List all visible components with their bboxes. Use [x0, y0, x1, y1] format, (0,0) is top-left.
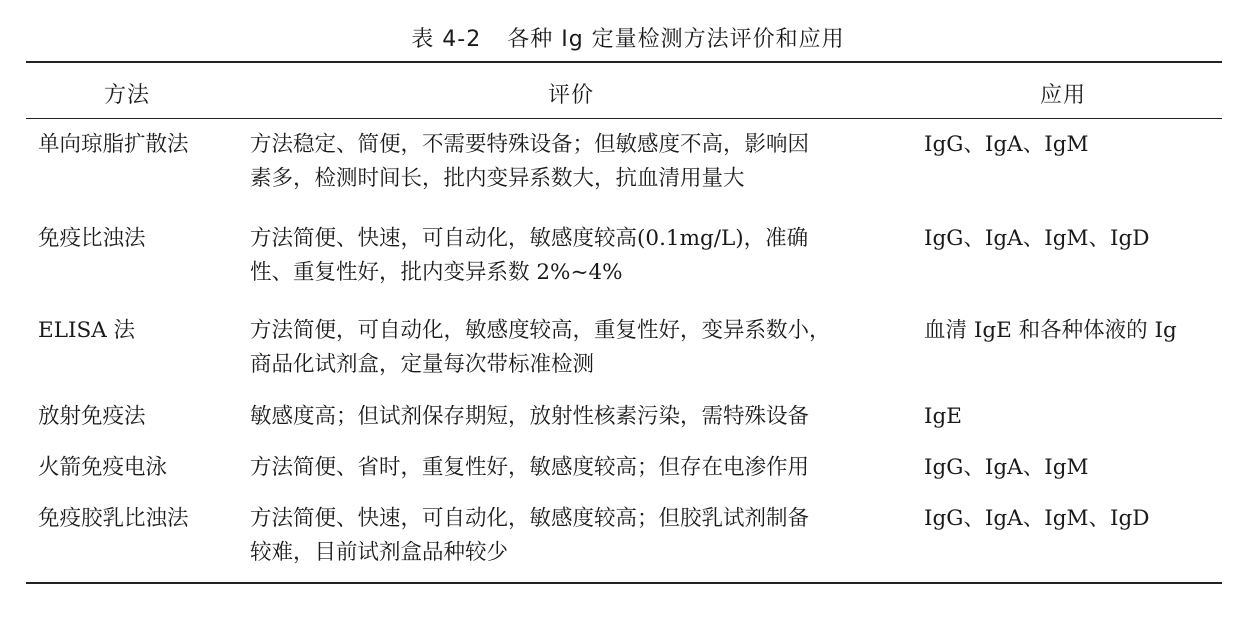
method-cell: ELISA 法	[38, 318, 136, 343]
evaluation-line: 方法简便，可自动化，敏感度较高，重复性好，变异系数小，	[250, 318, 831, 343]
evaluation-cell	[250, 128, 910, 196]
application-cell: IgE	[924, 404, 962, 429]
evaluation-cell	[250, 502, 910, 570]
evaluation-line: 方法简便、省时，重复性好，敏感度较高；但存在电渗作用	[250, 455, 810, 480]
method-cell: 火箭免疫电泳	[38, 455, 168, 480]
application-cell: IgG、IgA、IgM	[924, 132, 1089, 157]
header-rule	[26, 118, 1222, 119]
evaluation-line: 方法简便、快速，可自动化，敏感度较高(0.1mg/L)，准确	[250, 226, 809, 251]
application-cell: IgG、IgA、IgM	[924, 455, 1089, 480]
top-rule	[26, 61, 1222, 63]
application-cell: IgG、IgA、IgM、IgD	[924, 226, 1150, 251]
evaluation-line: 方法简便、快速，可自动化，敏感度较高；但胶乳试剂制备	[250, 506, 810, 531]
method-cell: 免疫胶乳比浊法	[38, 506, 189, 531]
evaluation-cell	[250, 314, 910, 382]
evaluation-line: 商品化试剂盒，定量每次带标准检测	[250, 352, 595, 377]
evaluation-line: 性、重复性好，批内变异系数 2%~4%	[250, 260, 623, 285]
table-title: 各种 Ig 定量检测方法评价和应用	[507, 27, 845, 52]
evaluation-cell	[250, 451, 910, 485]
application-cell: IgG、IgA、IgM、IgD	[924, 506, 1150, 531]
evaluation-line: 素多，检测时间长，批内变异系数大，抗血清用量大	[250, 166, 745, 191]
method-cell: 单向琼脂扩散法	[38, 132, 189, 157]
evaluation-line: 敏感度高；但试剂保存期短，放射性核素污染，需特殊设备	[250, 404, 810, 429]
table-caption	[0, 22, 1256, 53]
method-cell: 放射免疫法	[38, 404, 146, 429]
table-number: 表 4-2	[411, 27, 482, 52]
evaluation-cell	[250, 222, 910, 290]
header-application: 应用	[1040, 83, 1087, 108]
evaluation-cell	[250, 400, 910, 434]
header-method: 方法	[104, 83, 151, 108]
header-evaluation: 评价	[548, 83, 595, 108]
bottom-rule	[26, 582, 1222, 584]
method-cell: 免疫比浊法	[38, 226, 146, 251]
evaluation-line: 较难，目前试剂盒品种较少	[250, 540, 509, 565]
evaluation-line: 方法稳定、简便，不需要特殊设备；但敏感度不高，影响因	[250, 132, 810, 157]
application-cell: 血清 IgE 和各种体液的 Ig	[924, 318, 1177, 343]
